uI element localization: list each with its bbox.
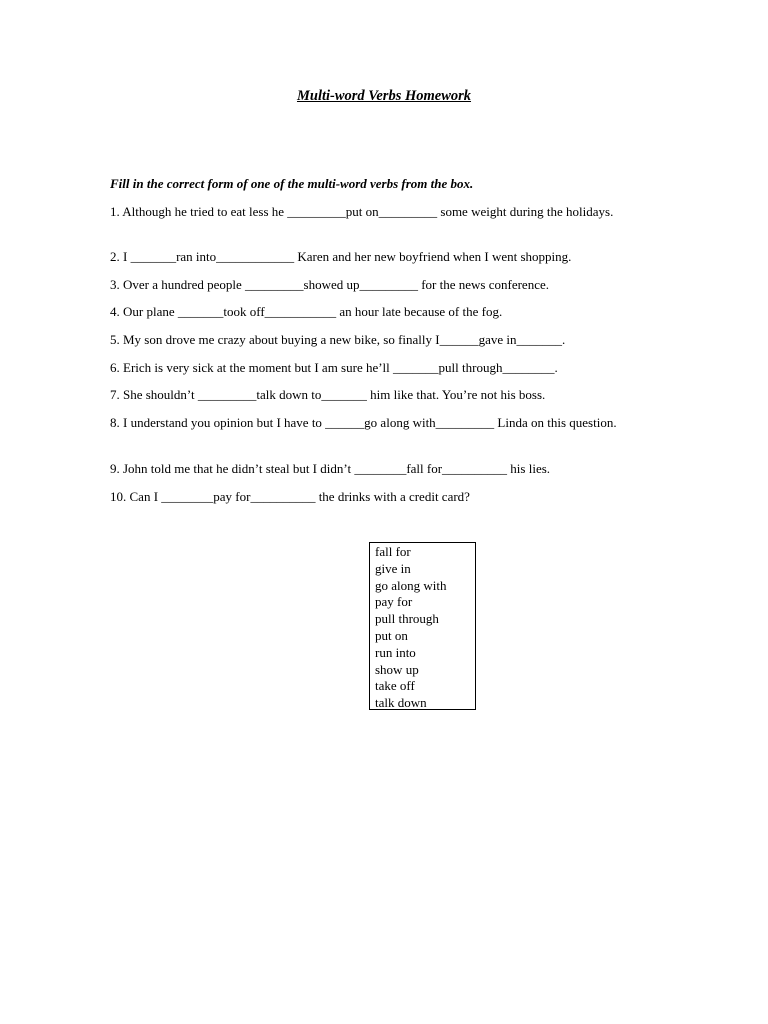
question-1: 1. Although he tried to eat less he _________put on_________ some weight during the holidays.: [110, 204, 614, 219]
word-box-item: pull through: [375, 611, 439, 627]
question-3: 3. Over a hundred people _________showed up_________ for the news conference.: [110, 277, 549, 292]
word-box-item: pay for: [375, 594, 413, 610]
question-4: 4. Our plane _______took off___________ an hour late because of the fog.: [110, 304, 503, 319]
question-7: 7. She shouldn’t _________talk down to_______ him like that. You’re not his boss.: [110, 387, 546, 402]
word-box: [369, 542, 476, 710]
instruction-text: Fill in the correct form of one of the multi-word verbs from the box.: [110, 176, 474, 191]
word-box-item: put on: [375, 627, 408, 643]
question-2: 2. I _______ran into____________ Karen and her new boyfriend when I went shopping.: [110, 249, 572, 264]
question-8: 8. I understand you opinion but I have to ______go along with_________ Linda on this question.: [110, 415, 617, 430]
word-box-item: take off: [375, 678, 415, 694]
question-6: 6. Erich is very sick at the moment but I am sure he’ll _______pull through________.: [110, 360, 558, 375]
question-10: 10. Can I ________pay for__________ the drinks with a credit card?: [110, 489, 470, 504]
word-box-item: show up: [375, 661, 419, 677]
word-box-item: fall for: [375, 544, 411, 559]
page-title: Multi-word Verbs Homework: [296, 88, 472, 104]
word-box-item: give in: [375, 560, 411, 576]
question-9: 9. John told me that he didn’t steal but I didn’t ________fall for__________ his lies.: [110, 461, 551, 476]
word-box-item: talk down: [375, 695, 427, 711]
word-box-item: go along with: [375, 577, 447, 593]
question-5: 5. My son drove me crazy about buying a new bike, so finally I______gave in_______.: [110, 332, 566, 347]
word-box-item: run into: [375, 644, 416, 660]
